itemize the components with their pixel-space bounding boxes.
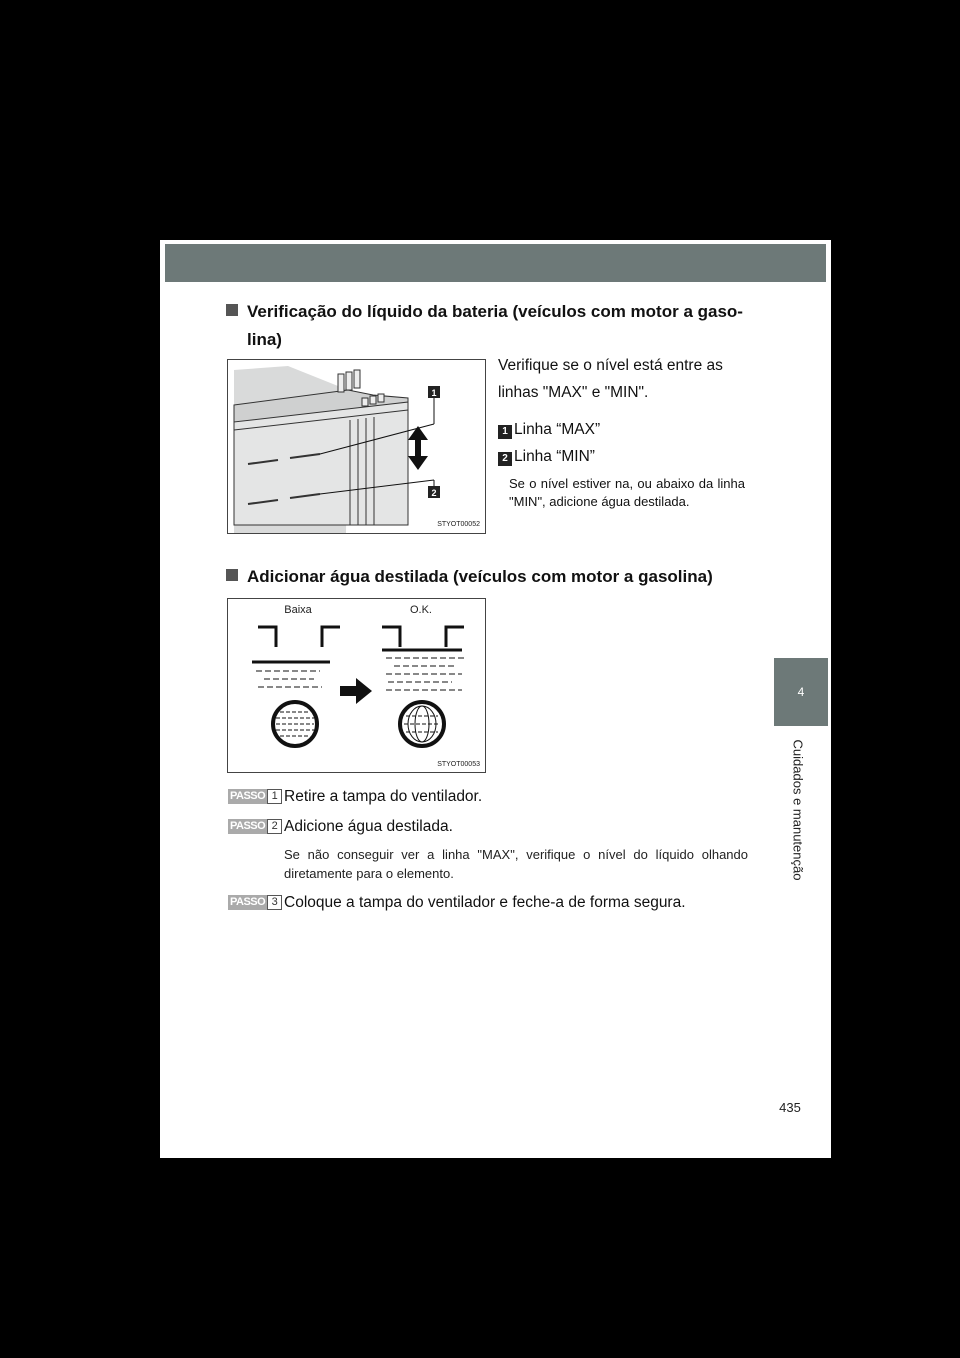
step-badge (228, 819, 282, 834)
bullet-square-icon (226, 569, 238, 581)
label-low: Baixa (284, 604, 312, 616)
step-item (228, 785, 748, 809)
step-item (228, 891, 748, 915)
legend-number-badge: 2 (498, 452, 512, 466)
page-number: 435 (779, 1100, 801, 1115)
step-item (228, 815, 748, 839)
section-heading-battery-check (226, 298, 756, 354)
battery-level-figure (227, 359, 486, 534)
bullet-square-icon (226, 304, 238, 316)
step-badge-number: 1 (267, 789, 282, 804)
manual-page (160, 240, 831, 1158)
section-heading-add-water (226, 563, 756, 591)
legend-label: Linha “MIN” (514, 448, 595, 465)
step-badge-number: 3 (267, 895, 282, 910)
step-badge-label: PASSO (230, 896, 266, 908)
step-text: Adicione água destilada. (284, 818, 453, 835)
header-bar (165, 244, 826, 282)
legend-label: Linha “MAX” (514, 421, 601, 438)
step-text: Coloque a tampa do ventilador e feche-a de forma segura. (284, 894, 686, 911)
step-badge (228, 895, 282, 910)
legend-item (498, 443, 746, 470)
step-badge (228, 789, 282, 804)
step-badge-label: PASSO (230, 790, 266, 802)
figure-code: STYOT00052 (437, 521, 480, 528)
svg-text:2: 2 (431, 488, 437, 498)
heading-text: Adicionar água destilada (veículos com motor a gasolina) (247, 567, 713, 586)
step-note: Se não conseguir ver a linha "MAX", verifique o nível do líquido olhando diretamente para o elemento. (284, 847, 748, 881)
figure-code: STYOT00053 (437, 761, 480, 768)
intro-text: Verifique se o nível está entre as linhas "MAX" e "MIN". (498, 357, 723, 401)
step-badge-label: PASSO (230, 820, 266, 832)
level-note: Se o nível estiver na, ou abaixo da linha "MIN", adicione água destilada. (509, 476, 745, 509)
legend-list (498, 416, 746, 470)
heading-line-1: Verificação do líquido da bateria (veículos com motor a gaso- (247, 302, 743, 321)
heading-line-2: lina) (247, 330, 282, 349)
chapter-title (778, 720, 818, 900)
step-badge-number: 2 (267, 819, 282, 834)
step-text: Retire a tampa do ventilador. (284, 788, 483, 805)
water-level-figure (227, 598, 486, 773)
chapter-tab: 4 (774, 658, 828, 726)
legend-item (498, 416, 746, 443)
legend-number-badge: 1 (498, 425, 512, 439)
chapter-title-text: Cuidados e manutenção (790, 739, 806, 881)
svg-text:1: 1 (431, 388, 437, 398)
label-ok: O.K. (409, 604, 433, 616)
steps-list (228, 785, 748, 921)
